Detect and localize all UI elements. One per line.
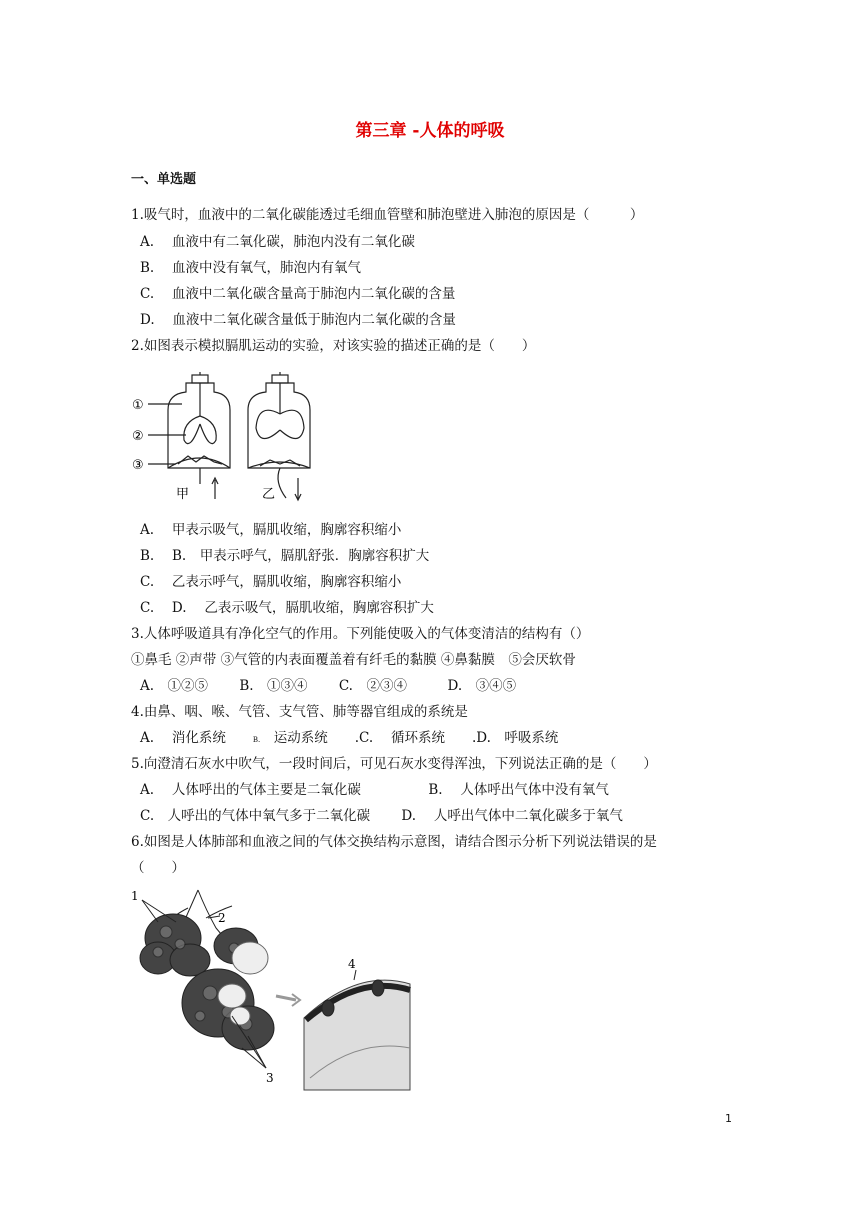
label-yi: 乙	[262, 487, 276, 502]
page-number: 1	[725, 1112, 732, 1125]
question-2-option-a: A. 甲表示吸气，膈肌收缩，胸廓容积缩小	[140, 522, 402, 538]
section-heading: 一、单选题	[131, 172, 197, 187]
question-1-option-c: C. 血液中二氧化碳含量高于肺泡内二氧化碳的含量	[140, 286, 456, 302]
question-4-options	[140, 729, 558, 749]
label-1: 1	[131, 889, 139, 903]
question-2-option-c: C. 乙表示呼气，膈肌收缩，胸廓容积缩小	[140, 574, 402, 590]
question-3-options: A. ①②⑤ B. ①③④ C. ②③④ D. ③④⑤	[140, 678, 517, 694]
question-4-option-b-letter: B.	[252, 736, 261, 744]
label-3: ③	[132, 458, 144, 473]
question-4-option-c: .C. 循环系统	[354, 730, 472, 746]
lung-gas-exchange-figure	[128, 888, 418, 1096]
page-title: 第三章 -人体的呼吸	[355, 121, 505, 141]
question-1-stem: 1.吸气时，血液中的二氧化碳能透过毛细血管壁和肺泡壁进入肺泡的原因是（ ）	[131, 207, 644, 223]
diaphragm-model-figure	[130, 372, 330, 504]
label-2: 2	[218, 911, 226, 925]
label-2: ②	[132, 429, 144, 444]
question-6-stem: 6.如图是人体肺部和血液之间的气体交换结构示意图，请结合图示分析下列说法错误的是	[131, 834, 657, 850]
question-2-option-b: B. B. 甲表示呼气，膈肌舒张．胸廓容积扩大	[140, 548, 430, 564]
question-3-stem: 3.人体呼吸道具有净化空气的作用。下列能使吸入的气体变清洁的结构有（）	[131, 626, 590, 642]
label-3: 3	[266, 1071, 274, 1085]
question-5-stem: 5.向澄清石灰水中吹气，一段时间后，可见石灰水变得浑浊，下列说法正确的是（ ）	[131, 756, 657, 772]
label-1: ①	[132, 398, 144, 413]
question-4-stem: 4.由鼻、咽、喉、气管、支气管、肺等器官组成的系统是	[131, 704, 468, 720]
question-6-stem-cont: （ ）	[131, 860, 185, 876]
question-5-options-row-1: A. 人体呼出的气体主要是二氧化碳 B. 人体呼出气体中没有氧气	[140, 782, 609, 798]
question-1-option-b: B. 血液中没有氧气，肺泡内有氧气	[140, 260, 362, 276]
question-4-option-d-letter: .D.	[471, 730, 491, 746]
question-4-option-b: 运动系统	[260, 730, 355, 746]
question-4-option-a: A. 消化系统	[140, 730, 253, 746]
label-jia: 甲	[176, 487, 190, 502]
question-2-stem: 2.如图表示模拟膈肌运动的实验，对该实验的描述正确的是（ ）	[131, 338, 536, 354]
question-1-option-a: A. 血液中有二氧化碳，肺泡内没有二氧化碳	[140, 234, 415, 250]
question-5-options-row-2: C. 人呼出的气体中氧气多于二氧化碳 D. 人呼出气体中二氧化碳多于氧气	[140, 808, 623, 824]
label-4: 4	[348, 957, 356, 971]
question-1-option-d: D. 血液中二氧化碳含量低于肺泡内二氧化碳的含量	[140, 312, 456, 328]
question-3-items: ①鼻毛 ②声带 ③气管的内表面覆盖着有纤毛的黏膜 ④鼻黏膜 ⑤会厌软骨	[131, 652, 576, 668]
question-4-option-d: 呼吸系统	[490, 730, 559, 746]
question-2-option-d: C. D. 乙表示吸气，膈肌收缩，胸廓容积扩大	[140, 600, 434, 616]
